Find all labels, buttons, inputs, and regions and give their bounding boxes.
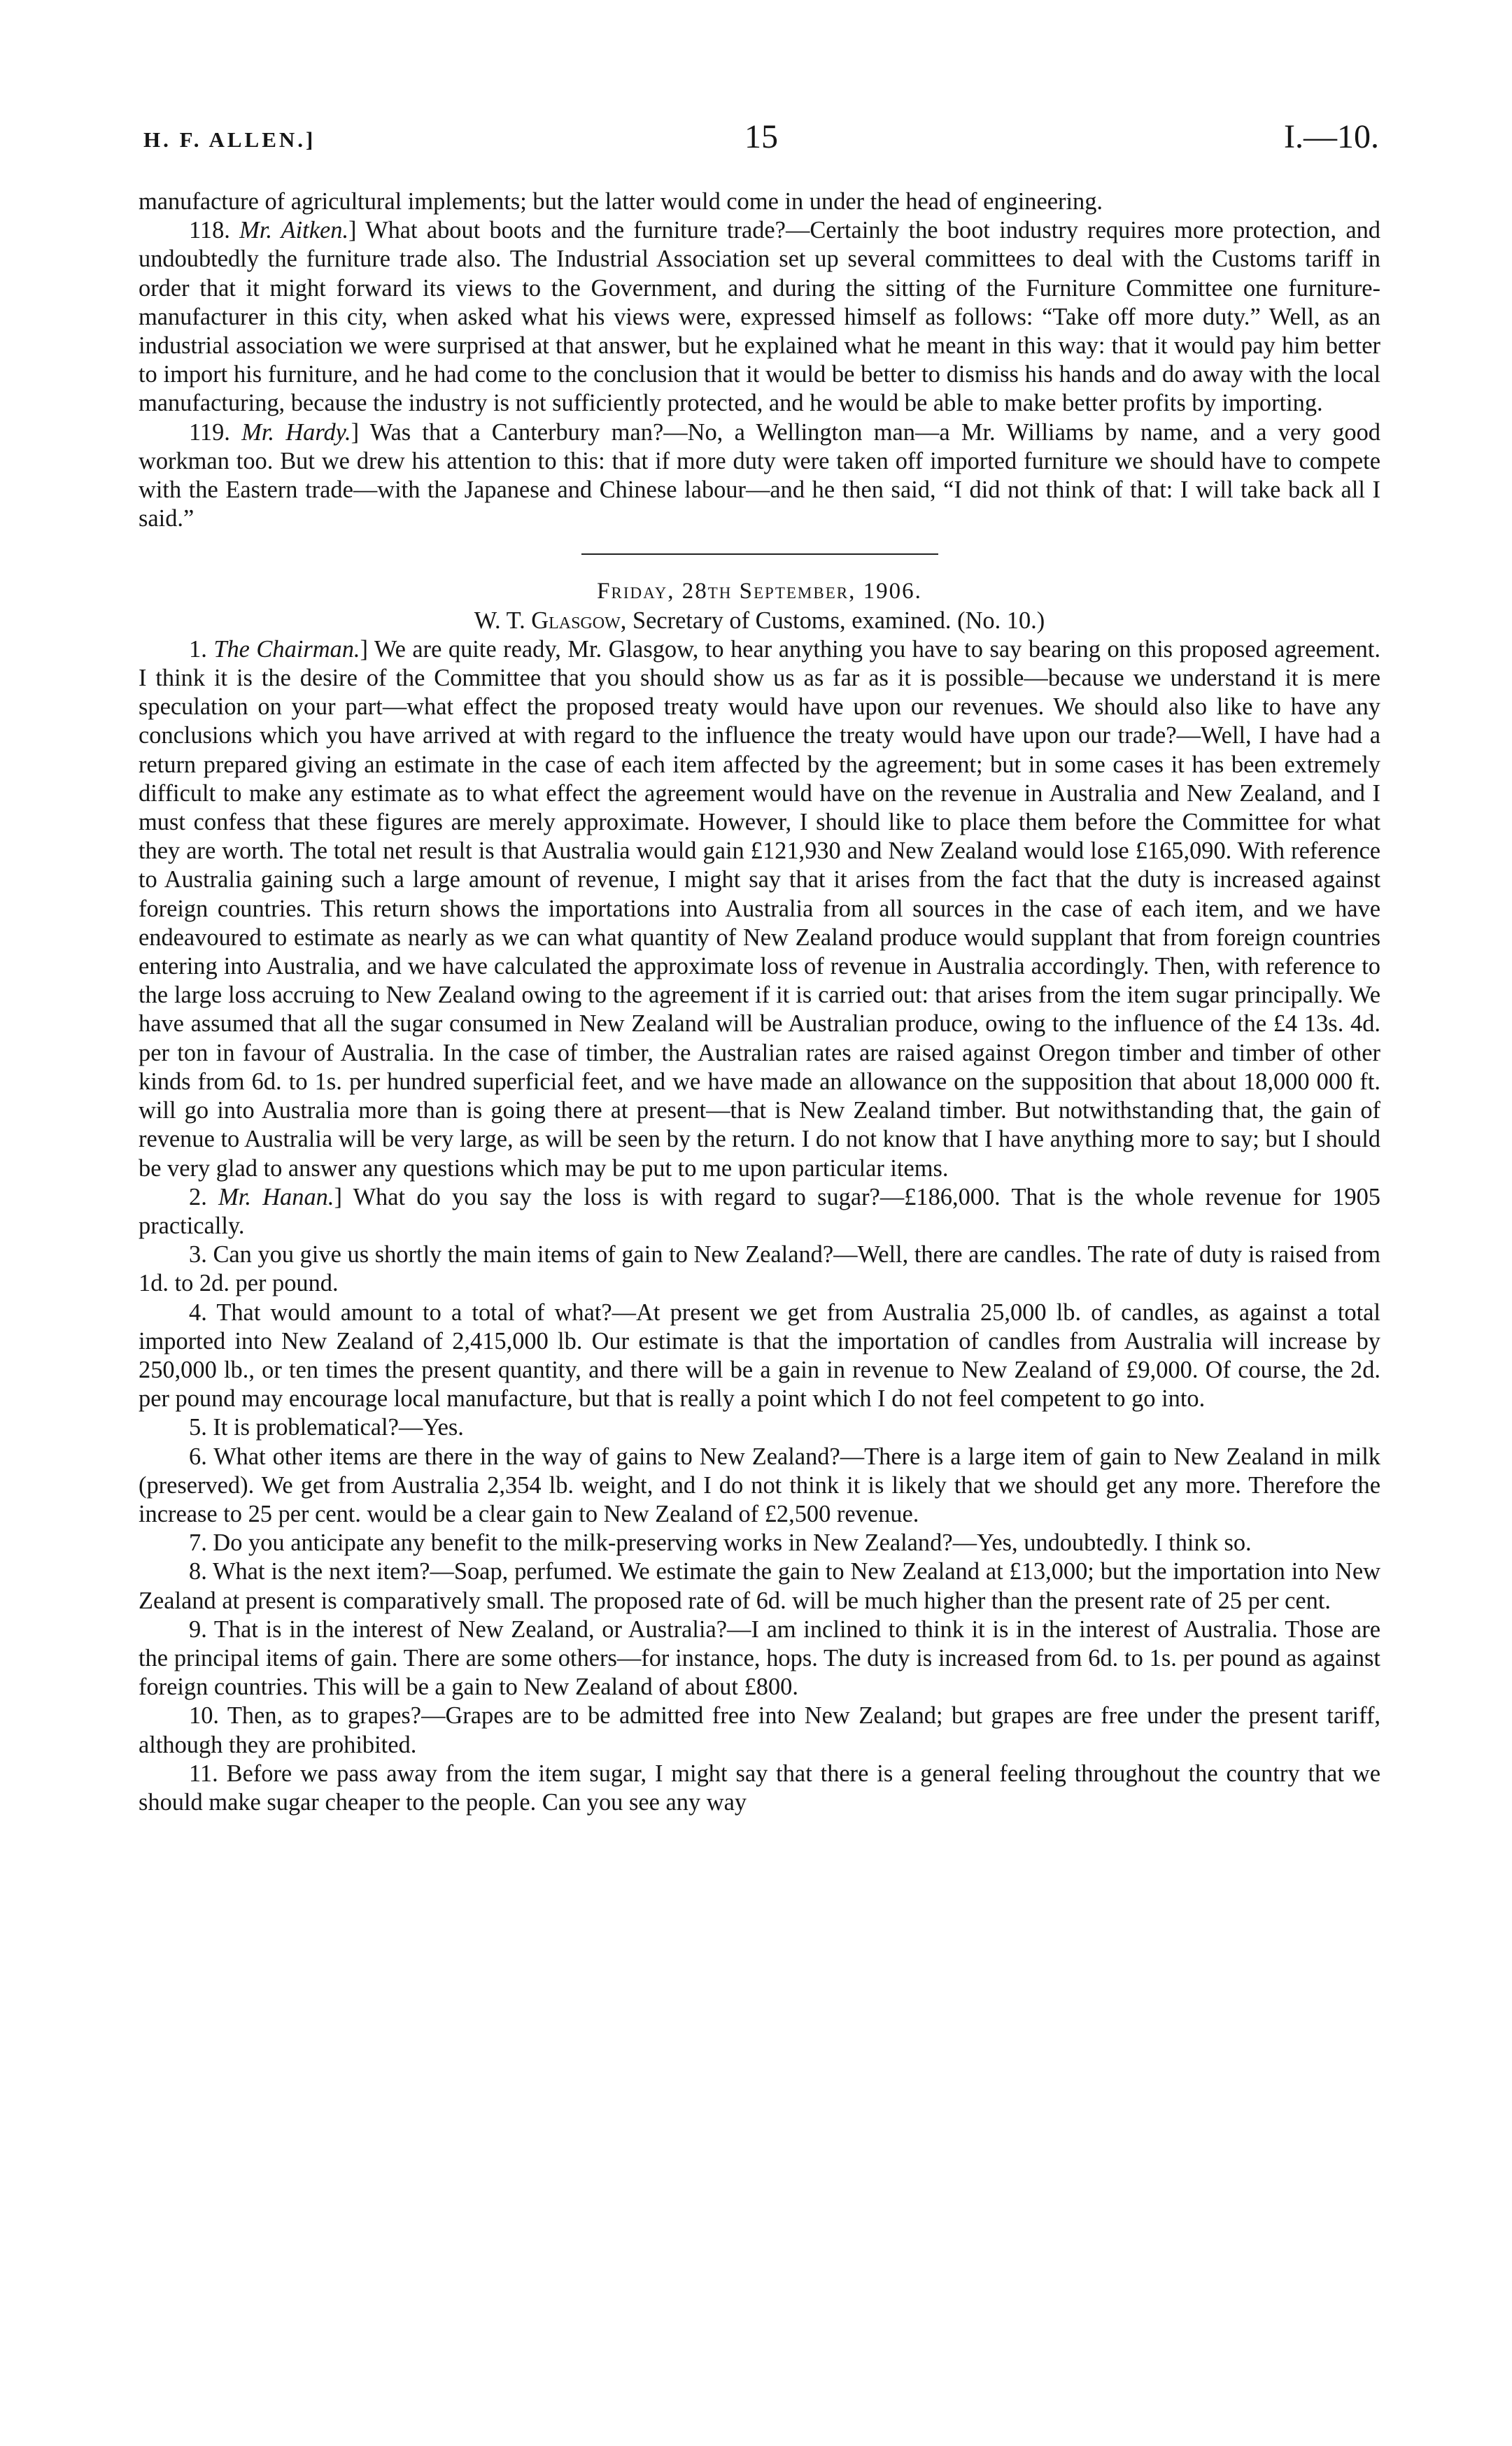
question-number: 8. <box>189 1558 207 1585</box>
testimony-text: Do you anticipate any benefit to the milk-preserving works in New Zealand?—Yes, undoubtedly. I think so. <box>213 1529 1252 1557</box>
question-number: 118. <box>189 217 230 244</box>
testimony-paragraph <box>139 1529 1380 1557</box>
testimony-text: That would amount to a total of what?—At present we get from Australia 25,000 lb. of candles, as against a total imported into New Zealand of 2,415,000 lb. Our estimate is that the importation of candles from Australia will increase by 250,000 lb., or ten times the present quantity, and there will be a gain in revenue to New Zealand of £9,000. Of course, the 2d. per pound may encourage local manufacture, but that is really a point which I do not feel competent to go into. <box>139 1299 1380 1413</box>
header-page-number: 15 <box>744 118 778 155</box>
testimony-text: What do you say the loss is with regard to sugar?—£186,000. That is the whole revenue for 1905 practically. <box>139 1183 1380 1239</box>
question-number: 9. <box>189 1616 207 1643</box>
early-paragraphs <box>139 216 1380 533</box>
testimony-paragraph <box>139 1299 1380 1414</box>
header-paper-ref: I.—10. <box>1284 118 1379 155</box>
testimony-text: What about boots and the furniture trade?—Certainly the boot industry requires more protection, and undoubtedly the furniture trade also. The Industrial Association set up several committees to deal with the Customs tariff in order that it might forward its views to the Government, and during the sitting of the Furniture Committee one furniture-manufacturer in this city, when asked what his views were, expressed himself as follows: “Take off more duty.” Well, as an industrial association we were surprised at that answer, but he explained what he meant in this way: that it would pay him better to import his furniture, and he had come to the conclusion that it would be better to dismiss his hands and do away with the local manufacturing, because the industry is not sufficiently protected, and he would be able to make better profits by importing. <box>139 217 1380 417</box>
testimony-paragraph: 119. Mr. Hardy.] Was that a Canterbury man?—No, a Wellington man—a Mr. Williams by name, and a very good workman too. But we drew his attention to this: that if more duty were taken off imported furniture we should have to compete with the Eastern trade—with the Japanese and Chinese labour—and he then said, “I did not think of that: I will take back all I said.” <box>139 418 1380 532</box>
witness-name: W. T. Glasgow <box>474 607 621 634</box>
testimony-paragraph <box>139 1702 1380 1759</box>
testimony-text: Then, as to grapes?—Grapes are to be admitted free into New Zealand; but grapes are free under the present tariff, although they are prohibited. <box>139 1702 1380 1758</box>
testimony-paragraph <box>139 1616 1380 1702</box>
testimony-paragraph <box>139 1240 1380 1298</box>
speaker-name: Mr. Aitken. <box>239 217 349 244</box>
witness-description: , Secretary of Customs, examined. (No. 10.) <box>620 607 1045 634</box>
question-number: 4. <box>189 1299 207 1326</box>
page-header <box>143 118 1379 167</box>
question-list <box>139 635 1380 1817</box>
testimony-text: What is the next item?—Soap, perfumed. We estimate the gain to New Zealand at £13,000; but the importation into New Zealand at present is comparatively small. The proposed rate of 6d. will be much higher than the present rate of 25 per cent. <box>139 1558 1380 1614</box>
testimony-text: We are quite ready, Mr. Glasgow, to hear anything you have to say bearing on this proposed agreement. I think it is the desire of the Committee that you should show us as far as it is possible—because we understand it is mere speculation on your part—what effect the proposed treaty would have upon our revenues. We should also like to have any conclusions which you have arrived at with regard to the influence the treaty would have upon our trade?—Well, I have had a return prepared giving an estimate in the case of each item affected by the agreement; but in some cases it has been extremely difficult to make any estimate as to what effect the agreement would have on the revenue in Australia and New Zealand, and I must confess that these figures are merely approximate. However, I should like to place them before the Committee for what they are worth. The total net result is that Australia would gain £121,930 and New Zealand would lose £165,090. With reference to Australia gaining such a large amount of revenue, I might say that it arises from the fact that the duty is increased against foreign countries. This return shows the importations into Australia from all sources in the case of each item, and we have endeavoured to estimate as nearly as we can what quantity of New Zealand produce would supplant that from foreign countries entering into Australia, and we have calculated the approximate loss of revenue in Australia accordingly. Then, with reference to the large loss accruing to New Zealand owing to the agreement if it is carried out: that arises from the item sugar principally. We have assumed that all the sugar consumed in New Zealand will be Australian produce, owing to the influence of the £4 13s. 4d. per ton in favour of Australia. In the case of timber, the Australian rates are raised against Oregon timber and timber of other kinds from 6d. to 1s. per hundred superficial feet, and we have made an allowance on the supposition that about 18,000 000 ft. will go into Australia more than is going there at present—that is New Zealand timber. But notwithstanding that, the gain of revenue to Australia will be very large, as will be seen by the return. I do not know that I have anything more to say; but I should be very glad to answer any questions which may be put to me upon particular items. <box>139 635 1380 1182</box>
testimony-paragraph <box>139 1413 1380 1442</box>
question-number: 1. <box>189 635 207 663</box>
question-number: 10. <box>189 1702 219 1730</box>
testimony-paragraph: 2. Mr. Hanan.] What do you say the loss is with regard to sugar?—£186,000. That is the whole revenue for 1905 practically. <box>139 1183 1380 1239</box>
speaker-name: The Chairman. <box>213 635 360 663</box>
testimony-text: Was that a Canterbury man?—No, a Wellington man—a Mr. Williams by name, and a very good workman too. But we drew his attention to this: that if more duty were taken off imported furniture we should have to compete with the Eastern trade—with the Japanese and Chinese labour—and he then said, “I did not think of that: I will take back all I said.” <box>139 418 1380 532</box>
testimony-paragraph: 118. Mr. Aitken.] What about boots and the furniture trade?—Certainly the boot industry requires more protection, and undoubtedly the furniture trade also. The Industrial Association set up several committees to deal with the Customs tariff in order that it might forward its views to the Government, and during the sitting of the Furniture Committee one furniture-manufacturer in this city, when asked what his views were, expressed himself as follows: “Take off more duty.” Well, as an industrial association we were surprised at that answer, but he explained what he meant in this way: that it would pay him better to import his furniture, and he had come to the conclusion that it would be better to dismiss his hands and do away with the local manufacturing, because the industry is not sufficiently protected, and he would be able to make better profits by importing. <box>139 217 1380 417</box>
testimony-paragraph <box>139 1557 1380 1615</box>
continued-paragraph: manufacture of agricultural implements; but the latter would come in under the head of engineering. <box>139 188 1103 215</box>
question-number: 3. <box>189 1241 207 1268</box>
testimony-paragraph <box>139 1760 1380 1817</box>
question-number: 11. <box>189 1760 218 1787</box>
question-number: 5. <box>189 1414 207 1441</box>
testimony-text: What other items are there in the way of gains to New Zealand?—There is a large item of gain to New Zealand in milk (preserved). We get from Australia 2,354 lb. weight, and I do not think it is likely that we should get any more. Therefore the increase to 25 per cent. would be a clear gain to New Zealand of £2,500 revenue. <box>139 1443 1381 1527</box>
question-number: 6. <box>189 1443 207 1470</box>
session-date: Friday, 28th September, 1906. <box>597 579 922 605</box>
question-number: 119. <box>189 418 230 446</box>
testimony-text: Can you give us shortly the main items of gain to New Zealand?—Well, there are candles. The rate of duty is raised from 1d. to 2d. per pound. <box>139 1241 1380 1297</box>
speaker-name: Mr. Hanan. <box>218 1183 334 1210</box>
testimony-text: It is problematical?—Yes. <box>213 1414 464 1441</box>
question-number: 7. <box>189 1529 207 1557</box>
testimony-text: That is in the interest of New Zealand, or Australia?—I am inclined to think it is in the interest of Australia. Those are the principal items of gain. There are some others—for instance, hops. The duty is increased from 6d. to 1s. per pound as against foreign countries. This will be a gain to New Zealand of about £800. <box>139 1616 1380 1701</box>
speaker-name: Mr. Hardy. <box>241 418 351 446</box>
testimony-paragraph: 1. The Chairman.] We are quite ready, Mr. Glasgow, to hear anything you have to say bearing on this proposed agreement. I think it is the desire of the Committee that you should show us as far as it is possible—because we understand it is mere speculation on your part—what effect the proposed treaty would have upon our revenues. We should also like to have any conclusions which you have arrived at with regard to the influence the treaty would have upon our trade?—Well, I have had a return prepared giving an estimate in the case of each item affected by the agreement; but in some cases it has been extremely difficult to make any estimate as to what effect the agreement would have on the revenue in Australia and New Zealand, and I must confess that these figures are merely approximate. However, I should like to place them before the Committee for what they are worth. The total net result is that Australia would gain £121,930 and New Zealand would lose £165,090. With reference to Australia gaining such a large amount of revenue, I might say that it arises from the fact that the duty is increased against foreign countries. This return shows the importations into Australia from all sources in the case of each item, and we have endeavoured to estimate as nearly as we can what quantity of New Zealand produce would supplant that from foreign countries entering into Australia, and we have calculated the approximate loss of revenue in Australia accordingly. Then, with reference to the large loss accruing to New Zealand owing to the agreement if it is carried out: that arises from the item sugar principally. We have assumed that all the sugar consumed in New Zealand will be Australian produce, owing to the influence of the £4 13s. 4d. per ton in favour of Australia. In the case of timber, the Australian rates are raised against Oregon timber and timber of other kinds from 6d. to 1s. per hundred superficial feet, and we have made an allowance on the supposition that about 18,000 000 ft. will go into Australia more than is going there at present—that is New Zealand timber. But notwithstanding that, the gain of revenue to Australia will be very large, as will be seen by the return. I do not know that I have anything more to say; but I should be very glad to answer any questions which may be put to me upon particular items. <box>139 635 1380 1182</box>
section-divider <box>581 553 938 555</box>
question-number: 2. <box>189 1183 207 1210</box>
witness-line <box>139 607 1380 635</box>
testimony-text: Before we pass away from the item sugar, I might say that there is a general feeling throughout the country that we should make sugar cheaper to the people. Can you see any way <box>139 1760 1380 1816</box>
document-body <box>139 188 1380 1817</box>
testimony-paragraph <box>139 1443 1380 1529</box>
header-witness: H. F. ALLEN.] <box>143 127 316 152</box>
